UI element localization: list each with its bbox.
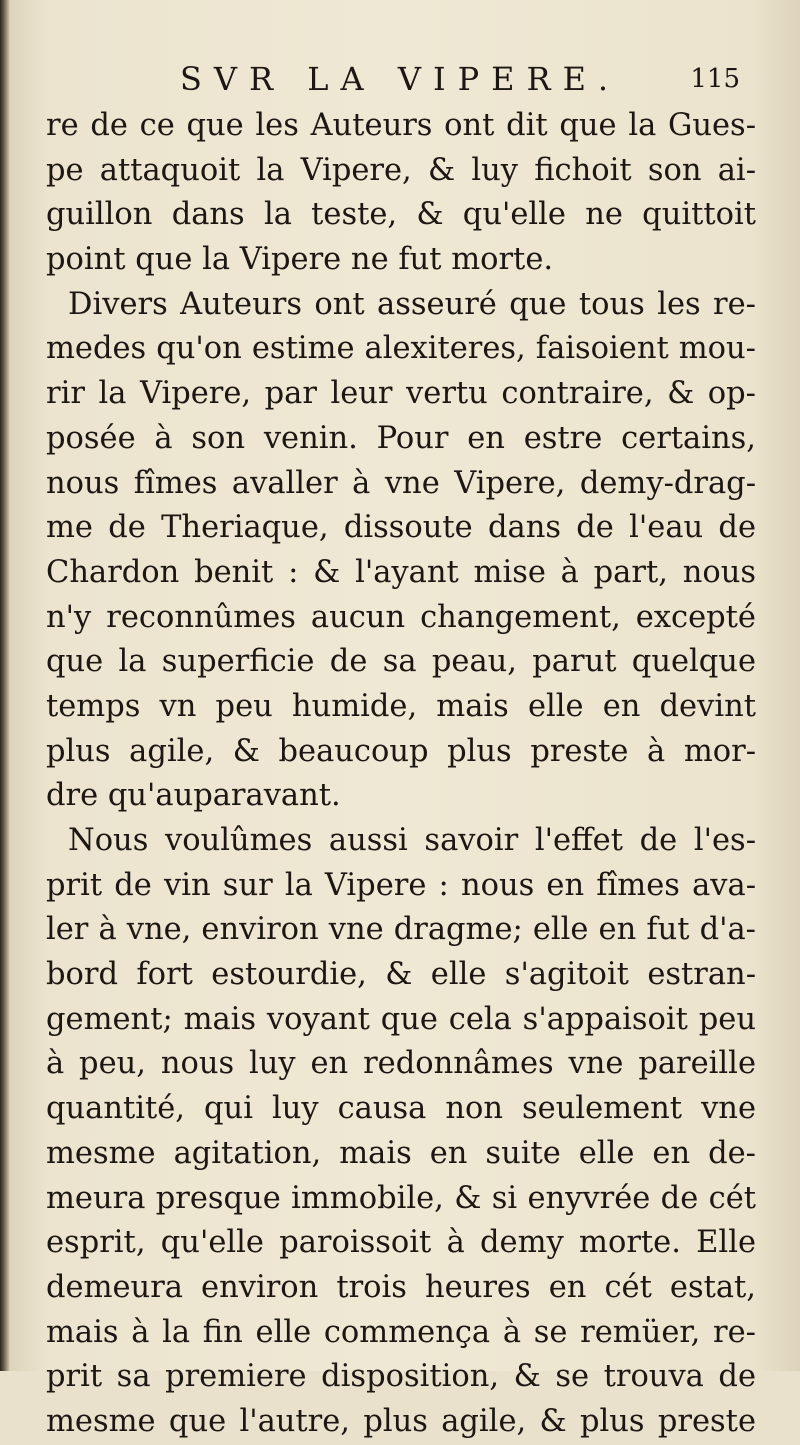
text-line: bord fort estourdie, & elle s'agitoit estran- (46, 957, 756, 993)
text-line: Chardon benit : & l'ayant mise à part, nous (46, 554, 756, 590)
text-line: n'y reconnûmes aucun changement, excepté (46, 599, 756, 635)
text-line: medes qu'on estime alexiteres, faisoient mou- (46, 331, 756, 367)
text-line: Nous voulûmes aussi savoir l'effet de l'es- (68, 823, 756, 858)
text-line: rir la Vipere, par leur vertu contraire, & op- (46, 376, 756, 412)
text-line: prit sa premiere disposition, & se trouva de (46, 1359, 756, 1395)
text-line: meura presque immobile, & si enyvrée de cét (46, 1180, 756, 1216)
text-line: guillon dans la teste, & qu'elle ne quittoit (46, 197, 756, 233)
text-line: nous fîmes avaller à vne Vipere, demy-drag- (46, 465, 756, 501)
text-line: pe attaquoit la Vipere, & luy fichoit son ai- (46, 152, 756, 188)
text-line: que la superficie de sa peau, parut quelque (46, 644, 756, 680)
page-number: 115 (690, 64, 740, 94)
text-line: à peu, nous luy en redonnâmes vne pareille (46, 1046, 756, 1082)
text-line: temps vn peu humide, mais elle en devint (46, 688, 756, 724)
page-header (180, 60, 740, 104)
page-binding-edge (0, 0, 10, 1371)
body-text (46, 104, 756, 1445)
text-line: quantité, qui luy causa non seulement vne (46, 1091, 756, 1127)
text-line: point que la Vipere ne fut morte. (46, 242, 554, 278)
text-line: posée à son venin. Pour en estre certains, (46, 420, 756, 456)
text-line: mesme agitation, mais en suite elle en de- (46, 1135, 756, 1171)
text-line: prit de vin sur la Vipere : nous en fîmes ava- (46, 867, 756, 903)
text-line: esprit, qu'elle paroissoit à demy morte. Elle (46, 1225, 756, 1261)
text-line: plus agile, & beaucoup plus preste à mor- (46, 733, 756, 769)
text-line: mesme que l'autre, plus agile, & plus preste (46, 1403, 756, 1439)
text-line: gement; mais voyant que cela s'appaisoit peu (46, 1001, 756, 1037)
running-title: SVR LA VIPERE. (180, 60, 621, 98)
text-line: demeura environ trois heures en cét estat, (46, 1269, 756, 1305)
text-line: dre qu'auparavant. (46, 778, 341, 814)
text-line: me de Theriaque, dissoute dans de l'eau de (46, 510, 756, 546)
text-line: mais à la fin elle commença à se remüer, re- (46, 1314, 756, 1350)
text-line: re de ce que les Auteurs ont dit que la Gues- (46, 108, 756, 143)
text-line: Divers Auteurs ont asseuré que tous les re- (68, 286, 756, 322)
text-line: ler à vne, environ vne dragme; elle en fut d'a- (46, 912, 756, 948)
